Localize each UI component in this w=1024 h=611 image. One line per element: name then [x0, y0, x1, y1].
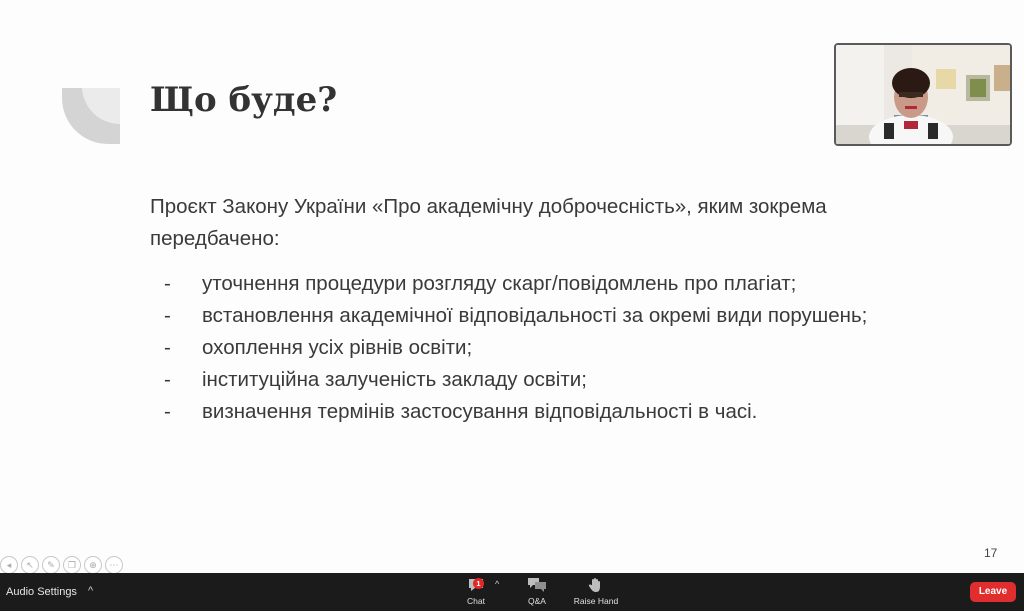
- audio-settings-button[interactable]: Audio Settings: [6, 586, 77, 598]
- more-icon[interactable]: ⋯: [105, 556, 123, 573]
- decorative-shape-icon: [62, 88, 120, 144]
- bullet-item: [150, 332, 910, 364]
- arrow-icon[interactable]: ◂: [0, 556, 18, 573]
- bullet-item: [150, 396, 910, 428]
- slide-title: Що буде?: [150, 80, 338, 120]
- qa-button[interactable]: [520, 577, 554, 606]
- raise-hand-label: Raise Hand: [573, 596, 619, 606]
- slide-page-number: 17: [984, 546, 998, 560]
- copy-icon[interactable]: ❐: [63, 556, 81, 573]
- slide-intro-text: Проєкт Закону України «Про академічну доброчесність», яким зокрема передбачено:: [150, 195, 827, 250]
- chat-notification-badge: 1: [473, 578, 484, 589]
- bullet-item: [150, 268, 910, 300]
- bullet-dash: -: [164, 368, 171, 391]
- chat-label: Chat: [467, 596, 485, 606]
- annotation-toolbar: [0, 556, 123, 573]
- bullet-text: встановлення академічної відповідальності за окремі види порушень;: [202, 304, 868, 327]
- raise-hand-button[interactable]: [570, 577, 622, 606]
- chat-options-caret[interactable]: ^: [495, 579, 500, 589]
- qa-icon: [527, 577, 547, 593]
- bullet-dash: -: [164, 400, 171, 423]
- bullet-text: уточнення процедури розгляду скарг/повідомлень про плагіат;: [202, 272, 797, 295]
- raise-hand-icon: [588, 577, 604, 593]
- bullet-text: охоплення усіх рівнів освіти;: [202, 336, 473, 359]
- bullet-text: визначення термінів застосування відповідальності в часі.: [202, 400, 758, 423]
- bullet-item: [150, 300, 910, 332]
- leave-button[interactable]: Leave: [970, 582, 1016, 602]
- bullet-item: [150, 364, 910, 396]
- qa-label: Q&A: [528, 596, 546, 606]
- bullet-dash: -: [164, 272, 171, 295]
- bullet-dash: -: [164, 304, 171, 327]
- zoom-icon[interactable]: ⊕: [84, 556, 102, 573]
- speaker-video-image: [836, 45, 1010, 144]
- pen-icon[interactable]: ✎: [42, 556, 60, 573]
- audio-options-caret[interactable]: ^: [88, 585, 94, 597]
- speaker-video-thumbnail[interactable]: [834, 43, 1012, 146]
- meeting-toolbar: [0, 573, 1024, 611]
- mouse-pointer-icon[interactable]: ↖: [21, 556, 39, 573]
- slide-bullet-list: [150, 268, 910, 428]
- bullet-dash: -: [164, 336, 171, 359]
- chat-button[interactable]: [462, 577, 490, 606]
- bullet-text: інституційна залученість закладу освіти;: [202, 368, 587, 391]
